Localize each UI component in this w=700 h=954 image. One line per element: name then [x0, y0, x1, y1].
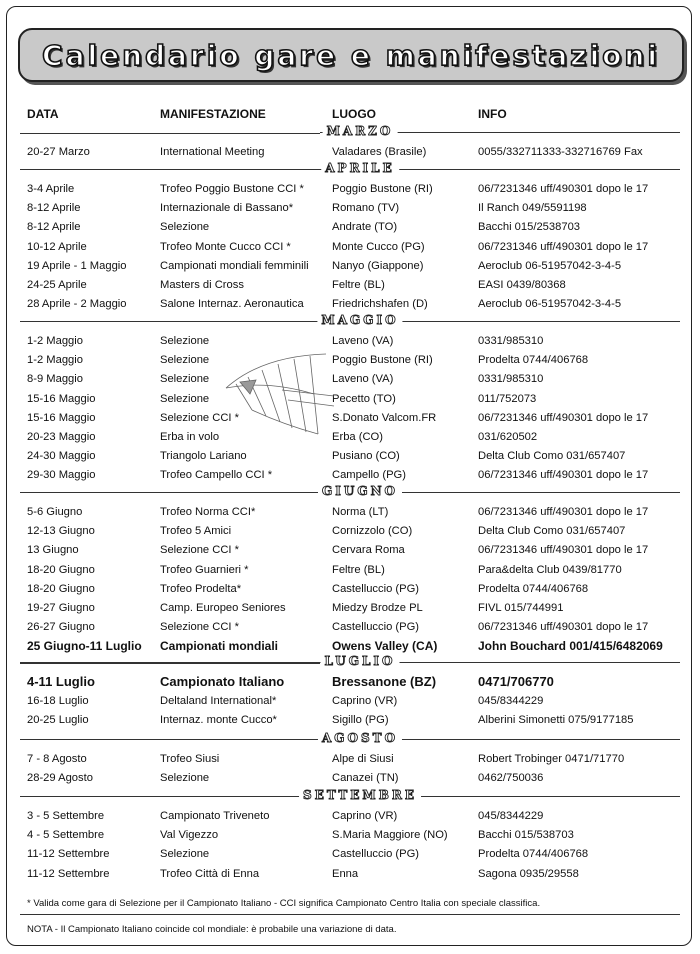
- cell-place: Feltre (BL): [332, 279, 385, 291]
- cell-info: EASI 0439/80368: [478, 279, 566, 291]
- table-row: [0, 561, 700, 579]
- cell-place: Monte Cucco (PG): [332, 240, 425, 253]
- cell-date: 1-2 Maggio: [27, 354, 83, 367]
- cell-event: Trofeo Campello CCI *: [160, 469, 273, 482]
- month-separator: [20, 124, 680, 140]
- cell-place: Bressanone (BZ): [332, 674, 437, 689]
- cell-event: Selezione: [160, 373, 210, 386]
- cell-info: Il Ranch 049/5591198: [478, 202, 587, 215]
- cell-event: Campionato Italiano: [160, 674, 285, 689]
- cell-info: 045/8344229: [478, 810, 544, 822]
- cell-date: 15-16 Maggio: [27, 411, 96, 424]
- cell-place: Owens Valley (CA): [332, 639, 438, 654]
- month-separator: [20, 654, 680, 670]
- cell-info: 06/7231346 uff/490301 dopo le 17: [478, 506, 649, 518]
- footnote-nota: NOTA - Il Campionato Italiano coincide col mondiale: è probabile una variazione di data.: [27, 924, 397, 935]
- table-row: [0, 711, 700, 729]
- month-label: AGOSTO: [318, 730, 402, 746]
- month-separator: [20, 161, 680, 177]
- cell-place: Friedrichshafen (D): [332, 298, 428, 311]
- cell-info: 031/620502: [478, 431, 538, 443]
- table-row: [0, 618, 700, 636]
- table-row: [0, 143, 700, 161]
- cell-event: Trofeo Guarnieri *: [160, 563, 249, 576]
- cell-event: Triangolo Lariano: [160, 450, 247, 463]
- cell-info: Delta Club Como 031/657407: [478, 525, 626, 538]
- cell-event: Trofeo Città di Enna: [160, 867, 260, 880]
- cell-info: FIVL 015/744991: [478, 602, 564, 614]
- footnote-asterisk: * Valida come gara di Selezione per il Campionato Italiano - CCI significa Campionato Centro Italia con speciale classifica.: [27, 898, 541, 909]
- month-label: APRILE: [321, 160, 399, 176]
- cell-date: 1-2 Maggio: [27, 335, 83, 347]
- cell-place: Poggio Bustone (RI): [332, 183, 433, 195]
- table-row: [0, 199, 700, 217]
- cell-date: 10-12 Aprile: [27, 240, 87, 253]
- cell-place: Cornizzolo (CO): [332, 525, 413, 538]
- cell-info: Bacchi 015/2538703: [478, 221, 581, 234]
- cell-event: Selezione CCI *: [160, 544, 239, 557]
- table-row: [0, 541, 700, 559]
- cell-event: Campionati mondiali: [160, 639, 279, 654]
- cell-info: 0471/706770: [478, 674, 554, 689]
- cell-date: 7 - 8 Agosto: [27, 753, 87, 765]
- cell-event: Selezione: [160, 392, 210, 405]
- table-row: [0, 807, 700, 825]
- month-label: LUGLIO: [321, 653, 400, 669]
- table-row: [0, 390, 700, 408]
- cell-date: 20-27 Marzo: [27, 146, 90, 158]
- cell-place: Castelluccio (PG): [332, 848, 420, 861]
- cell-date: 8-9 Maggio: [27, 373, 83, 386]
- cell-place: S.Maria Maggiore (NO): [332, 829, 448, 842]
- cell-info: Alberini Simonetti 075/9177185: [478, 714, 634, 727]
- cell-event: Val Vigezzo: [160, 829, 219, 842]
- cell-event: Campionati mondiali femminili: [160, 259, 309, 272]
- cell-event: Trofeo Prodelta*: [160, 582, 242, 595]
- cell-info: 06/7231346 uff/490301 dopo le 17: [478, 544, 649, 557]
- table-row: [0, 295, 700, 313]
- table-row: [0, 673, 700, 691]
- cell-date: 20-23 Maggio: [27, 431, 96, 443]
- cell-place: Laveno (VA): [332, 373, 394, 386]
- cell-info: Robert Trobinger 0471/71770: [478, 753, 625, 765]
- cell-event: Camp. Europeo Seniores: [160, 602, 286, 614]
- cell-place: Andrate (TO): [332, 221, 398, 234]
- cell-event: Trofeo Siusi: [160, 753, 220, 765]
- cell-event: Selezione: [160, 772, 210, 785]
- table-row: [0, 503, 700, 521]
- cell-event: Selezione: [160, 354, 210, 367]
- table-row: [0, 351, 700, 369]
- cell-info: Aeroclub 06-51957042-3-4-5: [478, 298, 622, 311]
- table-row: [0, 845, 700, 863]
- cell-date: 5-6 Giugno: [27, 506, 83, 518]
- cell-event: Selezione: [160, 848, 210, 861]
- cell-place: Miedzy Brodze PL: [332, 602, 423, 614]
- cell-date: 3 - 5 Settembre: [27, 810, 105, 822]
- month-label: MAGGIO: [317, 312, 402, 328]
- cell-date: 18-20 Giugno: [27, 563, 95, 576]
- cell-date: 25 Giugno-11 Luglio: [27, 639, 142, 654]
- cell-event: Campionato Triveneto: [160, 810, 270, 822]
- table-row: [0, 370, 700, 388]
- header-event: MANIFESTAZIONE: [160, 107, 266, 121]
- table-row: [0, 580, 700, 598]
- cell-info: 06/7231346 uff/490301 dopo le 17: [478, 183, 649, 195]
- cell-info: Sagona 0935/29558: [478, 867, 579, 880]
- footnote-divider: [20, 914, 680, 915]
- table-row: [0, 826, 700, 844]
- cell-info: Prodelta 0744/406768: [478, 848, 589, 861]
- cell-info: 0331/985310: [478, 335, 544, 347]
- cell-info: 06/7231346 uff/490301 dopo le 17: [478, 621, 649, 634]
- cell-place: Canazei (TN): [332, 772, 399, 785]
- cell-place: S.Donato Valcom.FR: [332, 411, 437, 424]
- cell-info: Delta Club Como 031/657407: [478, 450, 626, 463]
- month-label: SETTEMBRE: [299, 787, 421, 803]
- cell-info: 0055/332711333-332716769 Fax: [478, 146, 643, 158]
- cell-event: Selezione CCI *: [160, 411, 239, 424]
- cell-place: Enna: [332, 867, 359, 880]
- cell-date: 28-29 Agosto: [27, 772, 93, 785]
- table-row: [0, 522, 700, 540]
- table-row: [0, 409, 700, 427]
- cell-place: Caprino (VR): [332, 810, 398, 822]
- cell-event: Salone Internaz. Aeronautica: [160, 298, 304, 311]
- cell-event: Selezione: [160, 335, 210, 347]
- cell-event: Masters di Cross: [160, 279, 244, 291]
- cell-info: John Bouchard 001/415/6482069: [478, 639, 663, 654]
- cell-place: Campello (PG): [332, 469, 406, 482]
- cell-place: Pusiano (CO): [332, 450, 400, 463]
- cell-event: Erba in volo: [160, 431, 220, 443]
- table-row: [0, 332, 700, 350]
- cell-place: Laveno (VA): [332, 335, 394, 347]
- cell-info: Para&delta Club 0439/81770: [478, 563, 622, 576]
- cell-event: Trofeo Norma CCI*: [160, 506, 256, 518]
- table-row: [0, 218, 700, 236]
- cell-date: 16-18 Luglio: [27, 695, 89, 708]
- cell-date: 8-12 Aprile: [27, 221, 81, 234]
- cell-date: 29-30 Maggio: [27, 469, 96, 482]
- header-info: INFO: [478, 107, 507, 121]
- table-row: [0, 180, 700, 198]
- cell-date: 20-25 Luglio: [27, 714, 89, 727]
- table-row: [0, 428, 700, 446]
- cell-event: Selezione CCI *: [160, 621, 239, 634]
- cell-date: 24-30 Maggio: [27, 450, 96, 463]
- month-label: GIUGNO: [318, 483, 402, 499]
- cell-place: Poggio Bustone (RI): [332, 354, 433, 367]
- month-separator: [20, 484, 680, 500]
- cell-date: 28 Aprile - 2 Maggio: [27, 298, 127, 311]
- cell-info: 06/7231346 uff/490301 dopo le 17: [478, 411, 649, 424]
- cell-event: Trofeo Poggio Bustone CCI *: [160, 183, 304, 195]
- cell-date: 15-16 Maggio: [27, 392, 96, 405]
- cell-place: Norma (LT): [332, 506, 389, 518]
- cell-place: Feltre (BL): [332, 563, 385, 576]
- cell-event: Trofeo 5 Amici: [160, 525, 232, 538]
- cell-place: Sigillo (PG): [332, 714, 389, 727]
- cell-info: Prodelta 0744/406768: [478, 354, 589, 367]
- cell-date: 13 Giugno: [27, 544, 79, 557]
- table-row: [0, 238, 700, 256]
- cell-event: International Meeting: [160, 146, 265, 158]
- cell-place: Castelluccio (PG): [332, 582, 420, 595]
- month-separator: [20, 788, 680, 804]
- table-row: [0, 257, 700, 275]
- header-place: LUOGO: [332, 107, 376, 121]
- cell-date: 4-11 Luglio: [27, 674, 95, 689]
- table-row: [0, 692, 700, 710]
- table-row: [0, 769, 700, 787]
- cell-info: Prodelta 0744/406768: [478, 582, 589, 595]
- cell-place: Pecetto (TO): [332, 392, 396, 405]
- page-title: Calendario gare e manifestazioni: [42, 38, 660, 72]
- glider-sketch-illustration: [222, 350, 342, 442]
- cell-event: Deltaland International*: [160, 695, 277, 708]
- cell-info: 06/7231346 uff/490301 dopo le 17: [478, 469, 649, 482]
- cell-date: 12-13 Giugno: [27, 525, 95, 538]
- cell-date: 8-12 Aprile: [27, 202, 81, 215]
- month-separator: [20, 731, 680, 747]
- cell-place: Caprino (VR): [332, 695, 398, 708]
- cell-place: Castelluccio (PG): [332, 621, 420, 634]
- cell-event: Internaz. monte Cucco*: [160, 714, 277, 727]
- cell-event: Trofeo Monte Cucco CCI *: [160, 240, 291, 253]
- table-row: [0, 276, 700, 294]
- cell-date: 3-4 Aprile: [27, 183, 75, 195]
- table-row: [0, 865, 700, 883]
- cell-place: Romano (TV): [332, 202, 400, 215]
- cell-date: 19 Aprile - 1 Maggio: [27, 259, 127, 272]
- cell-place: Alpe di Siusi: [332, 753, 394, 765]
- cell-event: Selezione: [160, 221, 210, 234]
- cell-date: 19-27 Giugno: [27, 602, 95, 614]
- cell-info: 0462/750036: [478, 772, 544, 785]
- cell-event: Internazionale di Bassano*: [160, 202, 294, 215]
- section-divider: [20, 663, 320, 664]
- cell-info: 0331/985310: [478, 373, 544, 386]
- table-row: [0, 447, 700, 465]
- cell-info: Bacchi 015/538703: [478, 829, 574, 842]
- cell-info: 045/8344229: [478, 695, 544, 708]
- cell-date: 11-12 Settembre: [27, 867, 110, 880]
- cell-info: 011/752073: [478, 392, 537, 405]
- cell-place: Valadares (Brasile): [332, 146, 427, 158]
- cell-place: Erba (CO): [332, 431, 383, 443]
- month-separator: [20, 313, 680, 329]
- table-row: [0, 466, 700, 484]
- cell-date: 11-12 Settembre: [27, 848, 110, 861]
- header-date: DATA: [27, 107, 59, 121]
- table-row: [0, 599, 700, 617]
- cell-date: 4 - 5 Settembre: [27, 829, 105, 842]
- cell-place: Cervara Roma: [332, 544, 405, 557]
- cell-date: 18-20 Giugno: [27, 582, 95, 595]
- month-label: MARZO: [323, 123, 398, 139]
- cell-info: Aeroclub 06-51957042-3-4-5: [478, 259, 622, 272]
- cell-place: Nanyo (Giappone): [332, 259, 424, 272]
- cell-date: 24-25 Aprile: [27, 279, 87, 291]
- table-row: [0, 750, 700, 768]
- cell-date: 26-27 Giugno: [27, 621, 95, 634]
- cell-info: 06/7231346 uff/490301 dopo le 17: [478, 240, 649, 253]
